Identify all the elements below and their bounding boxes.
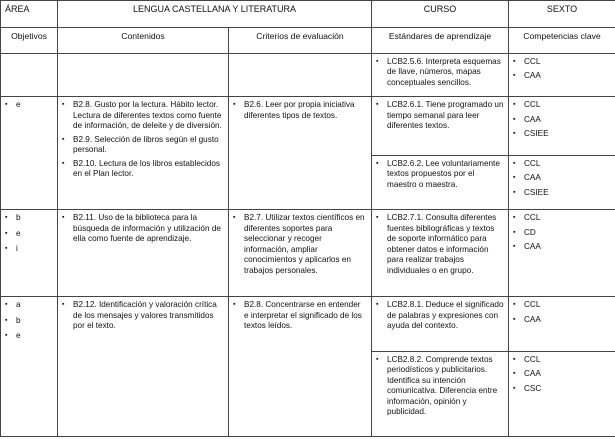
objetivo-item: ▪ e: [5, 100, 53, 111]
table-row: [1, 297, 615, 352]
contenido-item: ▪ B2.12. Identificación y valoración crítica de los mensajes y valores transmitidos por el texto.: [62, 300, 224, 332]
competencias-header: Competencias clave: [509, 28, 615, 53]
estandares-header: Estándares de aprendizaje: [372, 28, 509, 53]
standard-cell: [372, 351, 509, 436]
competencias-cell: [509, 53, 615, 96]
competencia-item: ▪ CCL: [513, 159, 611, 170]
objetivos-header: Objetivos: [1, 28, 58, 53]
contenido-item: ▪ B2.9. Selección de libros según el gusto personal.: [62, 135, 224, 156]
competencia-item: ▪ CCL: [513, 355, 611, 366]
table-row: [1, 210, 615, 297]
contenidos-cell: [58, 53, 229, 96]
contenidos-header: Contenidos: [58, 28, 229, 53]
criterio-cell: [229, 210, 372, 297]
contenidos-cell: [58, 210, 229, 297]
table-row: [1, 97, 615, 156]
standard-item: ▪ LCB2.8.2. Comprende textos periodísticos y publicitarios. Identifica su intención comunicativa. Diferencia entre información, opinión y publicidad.: [376, 355, 504, 418]
criterio-item: ▪ B2.7. Utilizar textos científicos en diferentes soportes para seleccionar y recoger información, ampliar conocimientos y aplicarlos en trabajos personales.: [233, 213, 367, 276]
competencias-cell: [509, 351, 615, 436]
objetivos-cell: [1, 210, 58, 297]
table-row: [1, 53, 615, 96]
contenido-item: ▪ B2.8. Gusto por la lectura. Hábito lector. Lectura de diferentes textos como fuente de información, de deleite y de diversión.: [62, 100, 224, 132]
competencia-item: ▪ CCL: [513, 300, 611, 311]
standard-cell: [372, 297, 509, 352]
area-header: ÁREA: [1, 1, 58, 28]
competencia-item: ▪ CSC: [513, 384, 611, 395]
standard-cell: [372, 53, 509, 96]
competencia-item: ▪ CAA: [513, 315, 611, 326]
competencia-item: ▪ CCL: [513, 213, 611, 224]
competencia-item: ▪ CAA: [513, 369, 611, 380]
standard-item: ▪ LCB2.6.2. Lee voluntariamente textos propuestos por el maestro o maestra.: [376, 159, 504, 191]
contenido-item: ▪ B2.11. Uso de la biblioteca para la búsqueda de información y utilización de ella como fuente de aprendizaje.: [62, 213, 224, 245]
standard-cell: [372, 97, 509, 156]
competencia-item: ▪ CCL: [513, 57, 611, 68]
competencia-item: ▪ CD: [513, 228, 611, 239]
standard-item: ▪ LCB2.6.1. Tiene programado un tiempo semanal para leer diferentes textos.: [376, 100, 504, 132]
header-row: [1, 1, 615, 28]
competencia-item: ▪ CAA: [513, 173, 611, 184]
contenidos-cell: [58, 97, 229, 210]
course-value-header: SEXTO: [509, 1, 615, 28]
competencias-cell: [509, 155, 615, 210]
competencia-item: ▪ CCL: [513, 100, 611, 111]
competencias-cell: [509, 210, 615, 297]
objetivo-item: ▪ a: [5, 300, 53, 311]
competencia-item: ▪ CSIEE: [513, 129, 611, 140]
standard-cell: [372, 155, 509, 210]
subheader-row: [1, 28, 615, 53]
objetivo-item: ▪ i: [5, 244, 53, 255]
criterio-item: ▪ B2.8. Concentrarse en entender e interpretar el significado de los textos leídos.: [233, 300, 367, 332]
standard-cell: [372, 210, 509, 297]
competencia-item: ▪ CAA: [513, 71, 611, 82]
standard-item: ▪ LCB2.5.6. Interpreta esquemas de llave, números, mapas conceptuales sencillos.: [376, 57, 504, 89]
objetivos-cell: [1, 53, 58, 96]
course-label-header: CURSO: [372, 1, 509, 28]
standard-item: ▪ LCB2.8.1. Deduce el significado de palabras y expresiones con ayuda del contexto.: [376, 300, 504, 332]
contenido-item: ▪ B2.10. Lectura de los libros establecidos en el Plan lector.: [62, 159, 224, 180]
criterio-item: ▪ B2.6. Leer por propia iniciativa diferentes tipos de textos.: [233, 100, 367, 121]
competencia-item: ▪ CAA: [513, 115, 611, 126]
objetivo-item: ▪ b: [5, 213, 53, 224]
criterio-cell: [229, 53, 372, 96]
competencias-cell: [509, 97, 615, 156]
criterios-header: Criterios de evaluación: [229, 28, 372, 53]
objetivo-item: ▪ b: [5, 316, 53, 327]
criterio-cell: [229, 97, 372, 210]
standard-item: ▪ LCB2.7.1. Consulta diferentes fuentes bibliográficas y textos de soporte informático para obtener datos e información para realizar trabajos individuales o en grupo.: [376, 213, 504, 276]
contenidos-cell: [58, 297, 229, 437]
competencias-cell: [509, 297, 615, 352]
objetivo-item: ▪ e: [5, 229, 53, 240]
competencia-item: ▪ CAA: [513, 242, 611, 253]
competencia-item: ▪ CSIEE: [513, 188, 611, 199]
criterio-cell: [229, 297, 372, 437]
objetivos-cell: [1, 97, 58, 210]
subject-header: LENGUA CASTELLANA Y LITERATURA: [58, 1, 372, 28]
objetivos-cell: [1, 297, 58, 437]
objetivo-item: ▪ e: [5, 331, 53, 342]
